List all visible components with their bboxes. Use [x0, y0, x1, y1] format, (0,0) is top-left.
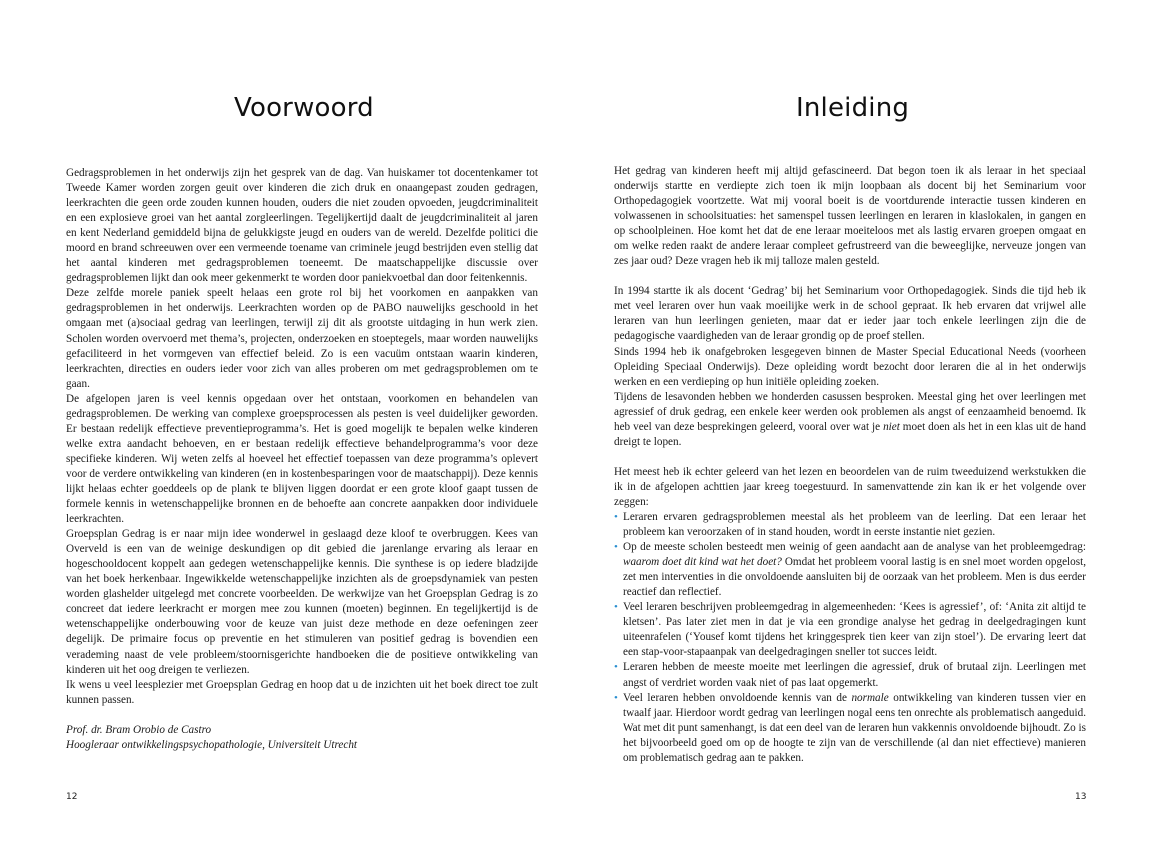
paragraph: In 1994 startte ik als docent ‘Gedrag’ bij het Seminarium voor Orthopedagogiek. Sinds die tijd heb ik met veel leraren over hun vaak moeilijke werk in de school gepraat. Ik heb ervaren dat vrijwel alle leraren van hun leerlingen genieten, maar dat er ieder jaar toch enkele leerlingen zijn die de pedagogische vaardigheden van de leraar grondig op de proef stellen.: [614, 285, 1086, 343]
bullet-icon: •: [614, 661, 618, 674]
paragraph: De afgelopen jaren is veel kennis opgedaan over het ontstaan, voorkomen en behandelen van gedragsproblemen. De werking van complexe groepsprocessen als pesten is veel duidelijker geworden. Er bestaan redelijk effectieve preventieprogramma’s. Het is goed mogelijk te bepalen welke kinderen welke extra aandacht behoeven, en er bestaan redelijk effectieve behandelprogramma’s voor deze specifieke kinderen. Wij weten zelfs al hoeveel het effectief toepassen van deze programma’s oplevert voor de verdere ontwikkeling van kinderen (en in kostenbesparingen voor de maatschappij). Deze kennis lijkt helaas echter goeddeels op de plank te blijven liggen doordat er een grote kloof gaapt tussen de formele kennis in wetenschappelijke bronnen en de behoefte aan concrete aanpakken door individuele leerkrachten.: [66, 392, 538, 526]
paragraph: [614, 390, 1086, 450]
bullet-icon: •: [614, 601, 618, 614]
list-item: [614, 660, 1086, 690]
right-page: [581, 0, 1163, 867]
paragraph: Het meest heb ik echter geleerd van het lezen en beoordelen van de ruim tweeduizend werkstukken die ik in de afgelopen achttien jaar kreeg toegestuurd. In samenvattende zin kan ik er het volgende over zeggen:: [614, 465, 1086, 508]
page-number: 12: [66, 792, 78, 802]
bullet-icon: •: [614, 691, 618, 704]
signature-name: Prof. dr. Bram Orobio de Castro: [66, 723, 212, 736]
page-title: Inleiding: [796, 93, 910, 124]
list-item: [614, 510, 1086, 540]
paragraph: Het gedrag van kinderen heeft mij altijd gefascineerd. Dat begon toen ik als leraar in het speciaal onderwijs startte en verdiepte zich toen ik mijn loopbaan als docent bij het Seminarium voor Orthopedagogiek voortzette. Wat mij vooral boeit is de voortdurende interactie tussen kinderen en volwassenen in schoolsituaties: het samenspel tussen leerlingen en leraren in klaslokalen, in gangen en op schoolpleinen. Hoe komt het dat de ene leraar moeiteloos met als lastig ervaren groepen omgaat en om welke reden raakt de andere leraar compleet gefrustreerd van die beweeglijke, nerveuze jongen van zes jaar oud? Deze vragen heb ik mij talloze malen gesteld.: [614, 165, 1086, 268]
list-item-text: Veel leraren hebben onvoldoende kennis van de: [623, 691, 852, 704]
signature-role: Hoogleraar ontwikkelingspsychopathologie, Universiteit Utrecht: [66, 738, 358, 751]
list-item: [614, 540, 1086, 600]
emphasis: niet: [883, 420, 900, 433]
emphasis: waarom doet dit kind wat het doet?: [623, 556, 782, 569]
list-item-text: Omdat het probleem vooral lastig is en snel moet worden opgelost, zet men interventies in die onvoldoende aansluiten bij de oorzaak van het probleem. Men is dus eerder reactief dan reflectief.: [623, 556, 1087, 599]
paragraph-text: moet doen als het in een klas uit de hand dreigt te lopen.: [614, 420, 1086, 448]
paragraph: Sinds 1994 heb ik onafgebroken lesgegeven binnen de Master Special Educational Needs (voorheen Opleiding Speciaal Onderwijs). Deze opleiding wordt bezocht door leraren die al in het onderwijs werken en een verdieping op hun initiële opleiding zoeken.: [614, 345, 1086, 388]
list-item: [614, 600, 1086, 660]
paragraph: Deze zelfde morele paniek speelt helaas een grote rol bij het voorkomen en aanpakken van gedragsproblemen in het onderwijs. Leerkrachten worden op de PABO nauwelijks geschoold in het omgaan met (a)sociaal gedrag van leerlingen, terwijl zij dit als grootste uitdaging in hun werk zien. Scholen worden overvoerd met thema’s, projecten, onderzoeken en stoeptegels, maar worden nauwelijks gefaciliteerd in het vormgeven van effectief beleid. Zo is een vacuüm ontstaan waarin kinderen, leerkrachten, directies en ouders ieder voor zich van alles proberen om met gedragsproblemen om te gaan.: [66, 287, 538, 390]
foreword-body: [66, 166, 538, 753]
list-item-text: Leraren ervaren gedragsproblemen meestal als het probleem van de leerling. Dat een leraar het probleem kan veroorzaken of in stand houden, wordt in eerste instantie niet gezien.: [623, 510, 1086, 539]
paragraph-text: Tijdens de lesavonden hebben we honderden casussen besproken. Meestal ging het over leerlingen met agressief of druk gedrag, een enkele keer werden ook problemen als angst of eenzaamheid benoemd. Ik heb veel van deze besprekingen geleerd, vooral over wat je: [614, 390, 1086, 433]
list-item: [614, 691, 1086, 766]
page-title: Voorwoord: [234, 93, 374, 124]
list-item-text: Leraren hebben de meeste moeite met leerlingen die agressief, druk of brutaal zijn. Leerlingen met angst of verdriet worden vaak niet of pas laat opgemerkt.: [623, 661, 1086, 689]
page-number: 13: [1075, 792, 1087, 802]
list-item-text: Op de meeste scholen besteedt men weinig of geen aandacht aan de analyse van het probleemgedrag:: [623, 541, 1086, 554]
left-page: [0, 0, 581, 867]
list-item-text: ontwikkeling van kinderen tussen vier en twaalf jaar. Hierdoor wordt gedrag van leerlingen nogal eens ten onrechte als problematisch aangeduid. Wat met dit punt samenhangt, is dat een deel van de leraren hun vakkennis onvoldoende bijhoudt. Zo is het bijvoorbeeld goed om op de hoogte te zijn van de verschillende (al dan niet effectieve) manieren om problematisch gedrag aan te pakken.: [623, 691, 1086, 764]
bullet-icon: •: [614, 510, 618, 523]
paragraph: Gedragsproblemen in het onderwijs zijn het gesprek van de dag. Van huiskamer tot docentenkamer tot Tweede Kamer worden zorgen geuit over kinderen die zich druk en onaangepast zouden gedragen, leerkrachten die geen orde zouden kunnen houden, ouders die niet zouden opvoeden, jeugdcriminaliteit en een explosieve groei van het aantal zorgleerlingen. Tegelijkertijd daalt de jeugdcriminaliteit al jaren en kent Nederland gemiddeld bijna de gelukkigste jeugd en ouders van de wereld. Dezelfde politici die moord en brand schreeuwen over een vermeende toename van criminele jeugd bestrijden even stellig dat het aantal kinderen met gedragsproblemen toeneemt. De maatschappelijke discussie over gedragsproblemen lijkt dan ook meer gekenmerkt te worden door paniekvoetbal dan door feitenkennis.: [66, 167, 538, 285]
paragraph: Ik wens u veel leesplezier met Groepsplan Gedrag en hoop dat u de inzichten uit het boek direct toe zult kunnen passen.: [66, 678, 538, 706]
bullet-icon: •: [614, 541, 618, 554]
paragraph: Groepsplan Gedrag is er naar mijn idee wonderwel in geslaagd deze kloof te overbruggen. Kees van Overveld is een van de weinige deskundigen op dit gebied die jarenlange ervaring als leraar en hogeschooldocent koppelt aan gedegen wetenschappelijke kennis. Die synthese is op iedere bladzijde van het boek herkenbaar. Ingewikkelde wetenschappelijke inzichten als de groepsdynamiek van pesten worden glashelder uitgelegd met concrete voorbeelden. De werkwijze van het Groepsplan Gedrag is zo concreet dat iedere leerkracht er morgen mee zou kunnen (moeten) beginnen. En tegelijkertijd is de wetenschappelijke onderbouwing voor de keuze van juist deze methode en deze oefeningen zeer degelijk. De primaire focus op preventie en het stimuleren van positief gedrag is bovendien een verademing naast de vele probleem/stoornisgerichte handboeken die de positieve ontwikkeling van kinderen uit het oog dreigen te verliezen.: [66, 528, 538, 676]
emphasis: normale: [851, 691, 889, 704]
introduction-body: [614, 164, 1086, 766]
findings-list: [614, 510, 1086, 766]
list-item-text: Veel leraren beschrijven probleemgedrag in algemeenheden: ‘Kees is agressief’, of: ‘Anita zit altijd te kletsen’. Pas later ziet men in dat je via een grondige analyse het gedrag in deelgedragingen kunt uiteenrafelen (‘Yousef komt tijdens het kringgesprek tien keer van zijn stoel’). De ervaring leert dat een stap-voor-stapaanpak van deelgedragingen sneller tot succes leidt.: [623, 601, 1086, 659]
